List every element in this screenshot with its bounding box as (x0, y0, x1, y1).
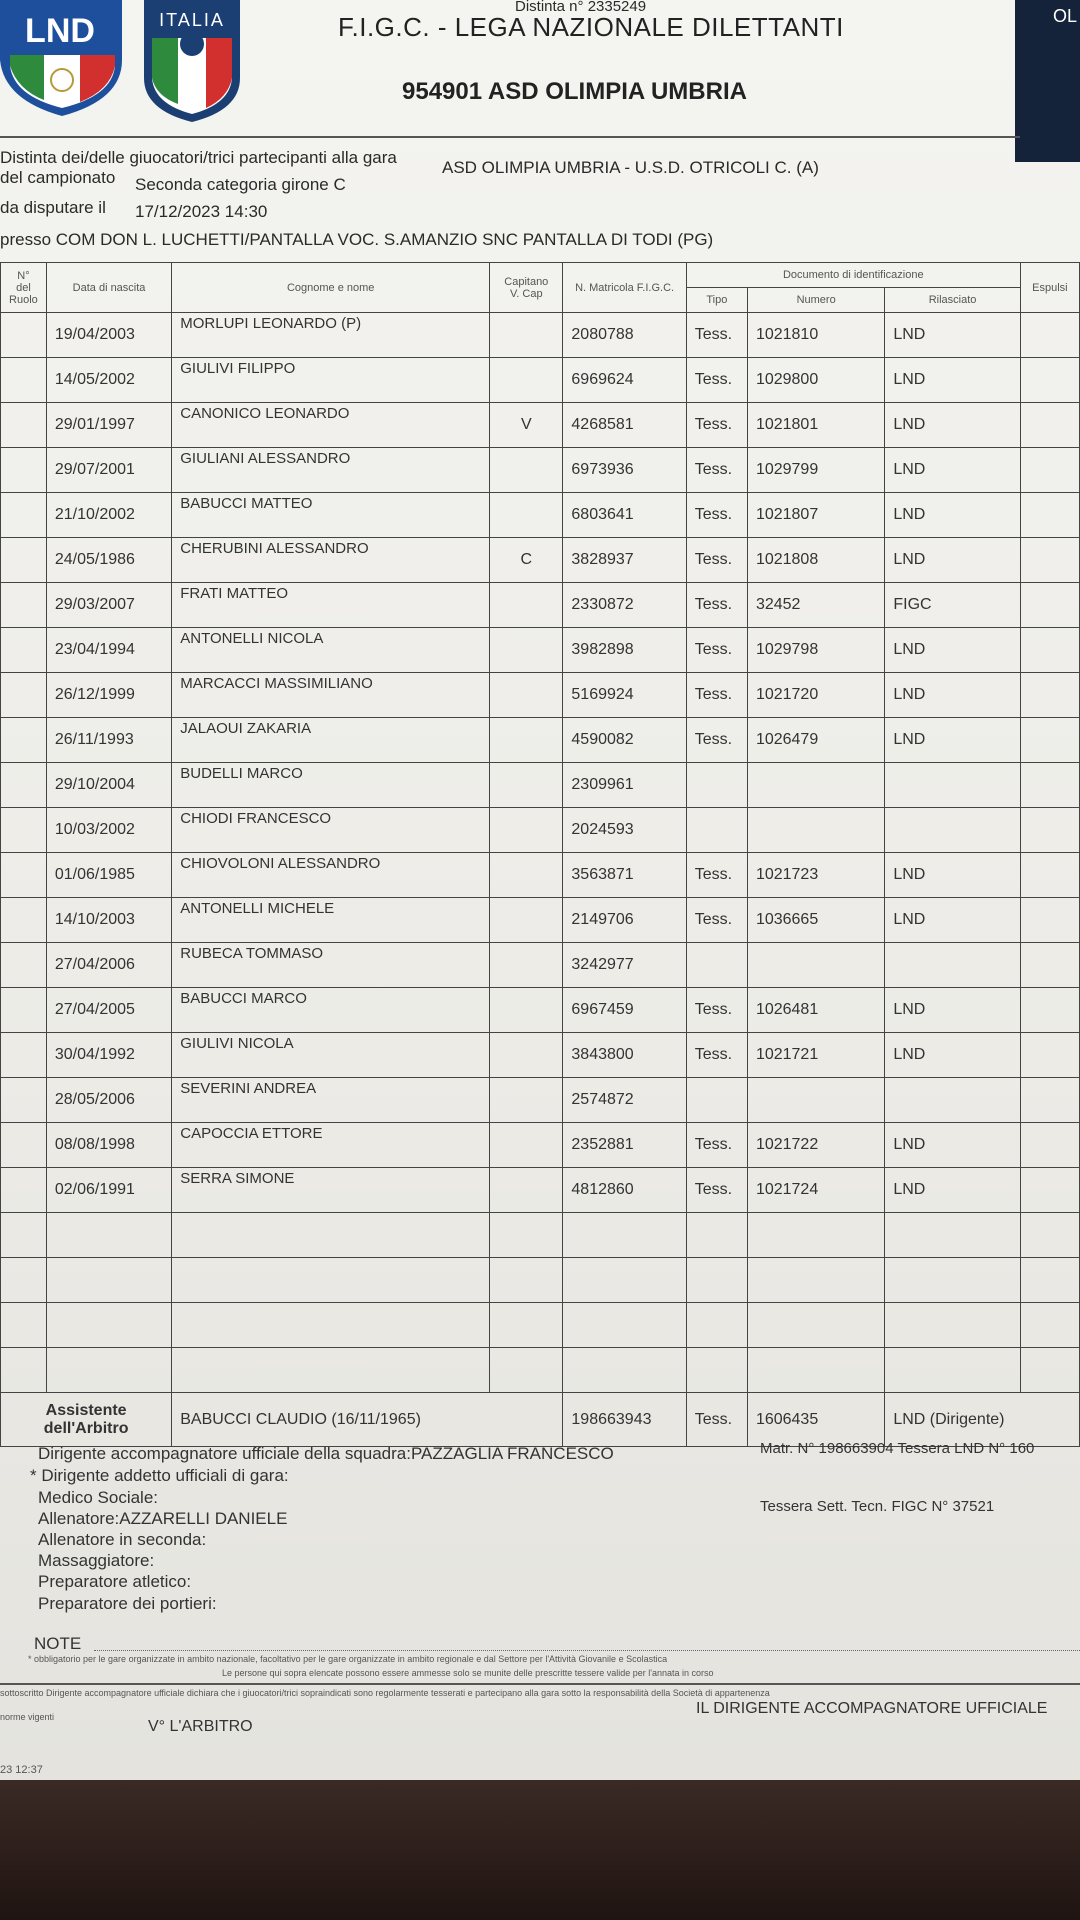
note-label: NOTE (34, 1634, 82, 1653)
footer-divider (0, 1683, 1080, 1685)
nome-cell: GIULIVI NICOLA (172, 1033, 490, 1078)
nome-cell: MORLUPI LEONARDO (P) (172, 313, 490, 358)
nascita-cell: 23/04/1994 (46, 628, 171, 673)
matricola-cell: 2330872 (563, 583, 686, 628)
preparatore-atletico: Preparatore atletico: (38, 1572, 192, 1591)
match-name: ASD OLIMPIA UMBRIA - U.S.D. OTRICOLI C. (A) (442, 158, 819, 177)
espulsi-cell (1020, 853, 1079, 898)
table-row (1, 628, 1080, 673)
rilasciato-cell: LND (885, 1123, 1020, 1168)
ruolo-cell (1, 313, 47, 358)
tipo-cell: Tess. (686, 988, 747, 1033)
capitano-cell (490, 808, 563, 853)
date-label: da disputare il (0, 198, 106, 217)
espulsi-cell (1020, 313, 1079, 358)
ruolo-cell (1, 1303, 47, 1348)
tipo-cell (686, 1258, 747, 1303)
rilasciato-cell: LND (885, 1168, 1020, 1213)
tipo-cell: Tess. (686, 1123, 747, 1168)
matricola-cell: 4812860 (563, 1168, 686, 1213)
espulsi-cell (1020, 493, 1079, 538)
ruolo-cell (1, 673, 47, 718)
nascita-cell: 28/05/2006 (46, 1078, 171, 1123)
espulsi-cell (1020, 1348, 1079, 1393)
nascita-cell: 29/07/2001 (46, 448, 171, 493)
venue: presso COM DON L. LUCHETTI/PANTALLA VOC. S.AMANZIO SNC PANTALLA DI TODI (PG) (0, 230, 714, 249)
header-capitano: Capitano V. Cap (490, 263, 563, 313)
capitano-cell (490, 583, 563, 628)
ruolo-cell (1, 583, 47, 628)
matricola-cell (563, 1213, 686, 1258)
nascita-cell: 30/04/1992 (46, 1033, 171, 1078)
assistente-row (1, 1393, 1080, 1447)
wooden-table-background (0, 1780, 1080, 1920)
header-documento: Documento di identificazione (686, 263, 1020, 288)
rilasciato-cell: LND (885, 628, 1020, 673)
espulsi-cell (1020, 1123, 1079, 1168)
tipo-cell: Tess. (686, 718, 747, 763)
table-row (1, 538, 1080, 583)
campionato-value: Seconda categoria girone C (135, 175, 346, 194)
tipo-cell (686, 763, 747, 808)
matricola-cell: 2309961 (563, 763, 686, 808)
assistente-label: Assistente dell'Arbitro (1, 1393, 172, 1447)
nascita-cell (46, 1303, 171, 1348)
capitano-cell (490, 313, 563, 358)
tipo-cell (686, 1078, 747, 1123)
nome-cell: SEVERINI ANDREA (172, 1078, 490, 1123)
table-row (1, 493, 1080, 538)
rilasciato-cell (885, 1348, 1020, 1393)
ruolo-cell (1, 988, 47, 1033)
table-row (1, 1258, 1080, 1303)
capitano-cell (490, 1258, 563, 1303)
tipo-cell (686, 1348, 747, 1393)
numero-cell: 1029800 (747, 358, 884, 403)
header-ruolo: N° del Ruolo (1, 263, 47, 313)
numero-cell: 1026479 (747, 718, 884, 763)
club-title: 954901 ASD OLIMPIA UMBRIA (402, 78, 747, 105)
nome-cell: FRATI MATTEO (172, 583, 490, 628)
tipo-cell: Tess. (686, 358, 747, 403)
espulsi-cell (1020, 988, 1079, 1033)
rilasciato-cell (885, 1078, 1020, 1123)
tipo-cell (686, 943, 747, 988)
table-row (1, 1213, 1080, 1258)
header-matricola: N. Matricola F.I.G.C. (563, 263, 686, 313)
numero-cell: 32452 (747, 583, 884, 628)
ruolo-cell (1, 718, 47, 763)
note-persone: Le persone qui sopra elencate possono essere ammesse solo se munite delle prescritte tessere valide per l'annata in corso (222, 1668, 714, 1678)
capitano-cell (490, 853, 563, 898)
numero-cell (747, 1303, 884, 1348)
capitano-cell (490, 898, 563, 943)
nome-cell: BUDELLI MARCO (172, 763, 490, 808)
rilasciato-cell: LND (885, 493, 1020, 538)
tipo-cell (686, 808, 747, 853)
lnd-logo (0, 0, 125, 118)
nascita-cell: 26/11/1993 (46, 718, 171, 763)
rilasciato-cell: LND (885, 718, 1020, 763)
ruolo-cell (1, 1078, 47, 1123)
nascita-cell: 01/06/1985 (46, 853, 171, 898)
tipo-cell: Tess. (686, 853, 747, 898)
ruolo-cell (1, 493, 47, 538)
matricola-cell: 3843800 (563, 1033, 686, 1078)
note-obbligatorio: * obbligatorio per le gare organizzate in ambito nazionale, facoltativo per le gare organizzate in ambito regionale e dal Settore per l'Attività Giovanile e Scolastica (28, 1654, 668, 1664)
note-dotted-line (94, 1650, 1080, 1651)
nome-cell: BABUCCI MATTEO (172, 493, 490, 538)
rilasciato-cell: LND (885, 1033, 1020, 1078)
assistente-tipo: Tess. (686, 1393, 747, 1447)
medico-sociale: Medico Sociale: (38, 1488, 159, 1507)
header-nascita: Data di nascita (46, 263, 171, 313)
espulsi-cell (1020, 1078, 1079, 1123)
olimpia-logo (1015, 0, 1080, 162)
espulsi-cell (1020, 358, 1079, 403)
dirigente-ufficiale-label: IL DIRIGENTE ACCOMPAGNATORE UFFICIALE (696, 1700, 1048, 1717)
espulsi-cell (1020, 628, 1079, 673)
header-divider (0, 136, 1020, 138)
federation-title: F.I.G.C. - LEGA NAZIONALE DILETTANTI (338, 12, 844, 42)
espulsi-cell (1020, 538, 1079, 583)
ruolo-cell (1, 1168, 47, 1213)
numero-cell (747, 1348, 884, 1393)
table-row (1, 313, 1080, 358)
ruolo-cell (1, 1213, 47, 1258)
capitano-cell (490, 1348, 563, 1393)
nome-cell: CHIOVOLONI ALESSANDRO (172, 853, 490, 898)
ruolo-cell (1, 898, 47, 943)
rilasciato-cell: LND (885, 358, 1020, 403)
rilasciato-cell (885, 943, 1020, 988)
rilasciato-cell: LND (885, 538, 1020, 583)
nome-cell: GIULIANI ALESSANDRO (172, 448, 490, 493)
espulsi-cell (1020, 943, 1079, 988)
espulsi-cell (1020, 1303, 1079, 1348)
ruolo-cell (1, 448, 47, 493)
numero-cell: 1021724 (747, 1168, 884, 1213)
arbitro-label: V° L'ARBITRO (148, 1718, 253, 1735)
matricola-cell: 4590082 (563, 718, 686, 763)
header-tipo: Tipo (686, 288, 747, 313)
nome-cell (172, 1348, 490, 1393)
tipo-cell (686, 1303, 747, 1348)
nome-cell: ANTONELLI MICHELE (172, 898, 490, 943)
ruolo-cell (1, 1033, 47, 1078)
matricola-cell: 3982898 (563, 628, 686, 673)
allenatore-seconda: Allenatore in seconda: (38, 1530, 207, 1549)
table-row (1, 1303, 1080, 1348)
ruolo-cell (1, 1348, 47, 1393)
tipo-cell: Tess. (686, 1033, 747, 1078)
capitano-cell: V (490, 403, 563, 448)
nome-cell: BABUCCI MARCO (172, 988, 490, 1033)
distinta-number: Distinta n° 2335249 (515, 0, 647, 15)
nascita-cell: 21/10/2002 (46, 493, 171, 538)
distinta-label: Distinta dei/delle giuocatori/trici partecipanti alla gara (0, 148, 397, 167)
dichiarazione: sottoscritto Dirigente accompagnatore ufficiale dichiara che i giuocatori/trici sopraindicati sono regolarmente tesserati e partecipano alla gara sotto la responsabilità della Società di appartenenza (0, 1688, 770, 1698)
nascita-cell: 24/05/1986 (46, 538, 171, 583)
ruolo-cell (1, 538, 47, 583)
numero-cell: 1021801 (747, 403, 884, 448)
tipo-cell: Tess. (686, 403, 747, 448)
numero-cell (747, 1258, 884, 1303)
nome-cell (172, 1303, 490, 1348)
capitano-cell (490, 988, 563, 1033)
nome-cell: MARCACCI MASSIMILIANO (172, 673, 490, 718)
rilasciato-cell (885, 1213, 1020, 1258)
tipo-cell (686, 1213, 747, 1258)
tessera-tecnica: Tessera Sett. Tecn. FIGC N° 37521 (760, 1498, 995, 1515)
capitano-cell (490, 673, 563, 718)
nome-cell: CHERUBINI ALESSANDRO (172, 538, 490, 583)
matricola-cell: 3563871 (563, 853, 686, 898)
ruolo-cell (1, 808, 47, 853)
assistente-matricola: 198663943 (563, 1393, 686, 1447)
rilasciato-cell (885, 808, 1020, 853)
assistente-nome: BABUCCI CLAUDIO (16/11/1965) (172, 1393, 563, 1447)
rilasciato-cell: FIGC (885, 583, 1020, 628)
nascita-cell: 14/05/2002 (46, 358, 171, 403)
espulsi-cell (1020, 673, 1079, 718)
ruolo-cell (1, 1123, 47, 1168)
espulsi-cell (1020, 1258, 1079, 1303)
table-row (1, 718, 1080, 763)
nascita-cell: 29/10/2004 (46, 763, 171, 808)
nascita-cell: 08/08/1998 (46, 1123, 171, 1168)
nascita-cell (46, 1258, 171, 1303)
nascita-cell: 10/03/2002 (46, 808, 171, 853)
nascita-cell: 26/12/1999 (46, 673, 171, 718)
table-row (1, 898, 1080, 943)
dirigente-accompagnatore: Dirigente accompagnatore ufficiale della squadra:PAZZAGLIA FRANCESCO (38, 1444, 614, 1463)
nome-cell: JALAOUI ZAKARIA (172, 718, 490, 763)
nascita-cell: 02/06/1991 (46, 1168, 171, 1213)
nascita-cell (46, 1348, 171, 1393)
capitano-cell (490, 1168, 563, 1213)
ruolo-cell (1, 943, 47, 988)
table-row (1, 1123, 1080, 1168)
nome-cell: RUBECA TOMMASO (172, 943, 490, 988)
table-row (1, 1078, 1080, 1123)
espulsi-cell (1020, 763, 1079, 808)
rilasciato-cell: LND (885, 673, 1020, 718)
tipo-cell: Tess. (686, 898, 747, 943)
capitano-cell: C (490, 538, 563, 583)
espulsi-cell (1020, 898, 1079, 943)
numero-cell: 1026481 (747, 988, 884, 1033)
rilasciato-cell (885, 763, 1020, 808)
numero-cell: 1021807 (747, 493, 884, 538)
table-row (1, 583, 1080, 628)
table-row (1, 358, 1080, 403)
numero-cell (747, 1078, 884, 1123)
ruolo-cell (1, 853, 47, 898)
header-espulsi: Espulsi (1020, 263, 1079, 313)
dirigente-matricola: Matr. N° 198663904 Tessera LND N° 160 (760, 1440, 1035, 1457)
capitano-cell (490, 493, 563, 538)
espulsi-cell (1020, 1168, 1079, 1213)
capitano-cell (490, 1123, 563, 1168)
nome-cell: CANONICO LEONARDO (172, 403, 490, 448)
matricola-cell (563, 1348, 686, 1393)
numero-cell (747, 808, 884, 853)
table-row (1, 988, 1080, 1033)
nascita-cell: 14/10/2003 (46, 898, 171, 943)
header-nome: Cognome e nome (172, 263, 490, 313)
numero-cell (747, 1213, 884, 1258)
rilasciato-cell: LND (885, 988, 1020, 1033)
ruolo-cell (1, 763, 47, 808)
capitano-cell (490, 628, 563, 673)
numero-cell (747, 943, 884, 988)
nascita-cell: 29/01/1997 (46, 403, 171, 448)
rilasciato-cell: LND (885, 898, 1020, 943)
capitano-cell (490, 943, 563, 988)
capitano-cell (490, 1033, 563, 1078)
assistente-rilasciato: LND (Dirigente) (885, 1393, 1080, 1447)
preparatore-portieri: Preparatore dei portieri: (38, 1594, 217, 1613)
massaggiatore: Massaggiatore: (38, 1551, 155, 1570)
nome-cell: SERRA SIMONE (172, 1168, 490, 1213)
olimpia-logo-text: OL (1053, 6, 1078, 26)
espulsi-cell (1020, 448, 1079, 493)
rilasciato-cell: LND (885, 448, 1020, 493)
nome-cell: CHIODI FRANCESCO (172, 808, 490, 853)
table-row (1, 853, 1080, 898)
numero-cell: 1021720 (747, 673, 884, 718)
capitano-cell (490, 448, 563, 493)
espulsi-cell (1020, 1213, 1079, 1258)
espulsi-cell (1020, 403, 1079, 448)
matricola-cell: 2574872 (563, 1078, 686, 1123)
nascita-cell: 27/04/2005 (46, 988, 171, 1033)
match-date: 17/12/2023 14:30 (135, 202, 268, 221)
capitano-cell (490, 358, 563, 403)
lnd-logo-text: LND (25, 12, 95, 50)
tipo-cell: Tess. (686, 538, 747, 583)
tipo-cell: Tess. (686, 673, 747, 718)
tipo-cell: Tess. (686, 628, 747, 673)
matricola-cell: 6973936 (563, 448, 686, 493)
rilasciato-cell: LND (885, 403, 1020, 448)
capitano-cell (490, 718, 563, 763)
nascita-cell: 27/04/2006 (46, 943, 171, 988)
assistente-numero: 1606435 (747, 1393, 884, 1447)
matricola-cell: 5169924 (563, 673, 686, 718)
italia-logo-text: ITALIA (159, 10, 225, 30)
norme-vigenti: norme vigenti (0, 1712, 55, 1722)
header-rilasciato: Rilasciato (885, 288, 1020, 313)
ruolo-cell (1, 403, 47, 448)
rilasciato-cell: LND (885, 853, 1020, 898)
capitano-cell (490, 1078, 563, 1123)
numero-cell: 1029799 (747, 448, 884, 493)
espulsi-cell (1020, 808, 1079, 853)
campionato-label: del campionato (0, 168, 116, 187)
table-row (1, 1033, 1080, 1078)
tipo-cell: Tess. (686, 313, 747, 358)
numero-cell (747, 763, 884, 808)
matricola-cell: 2080788 (563, 313, 686, 358)
matricola-cell (563, 1258, 686, 1303)
matricola-cell: 2352881 (563, 1123, 686, 1168)
espulsi-cell (1020, 583, 1079, 628)
capitano-cell (490, 1303, 563, 1348)
numero-cell: 1036665 (747, 898, 884, 943)
matricola-cell: 6803641 (563, 493, 686, 538)
espulsi-cell (1020, 1033, 1079, 1078)
table-row (1, 403, 1080, 448)
allenatore: Allenatore:AZZARELLI DANIELE (38, 1509, 288, 1528)
header-numero: Numero (747, 288, 884, 313)
numero-cell: 1021808 (747, 538, 884, 583)
espulsi-cell (1020, 718, 1079, 763)
table-row (1, 1348, 1080, 1393)
table-row (1, 1168, 1080, 1213)
numero-cell: 1021810 (747, 313, 884, 358)
capitano-cell (490, 763, 563, 808)
table-row (1, 808, 1080, 853)
rilasciato-cell: LND (885, 313, 1020, 358)
rilasciato-cell (885, 1303, 1020, 1348)
numero-cell: 1029798 (747, 628, 884, 673)
matricola-cell: 6967459 (563, 988, 686, 1033)
matricola-cell: 3828937 (563, 538, 686, 583)
matricola-cell: 3242977 (563, 943, 686, 988)
tipo-cell: Tess. (686, 493, 747, 538)
numero-cell: 1021723 (747, 853, 884, 898)
table-row (1, 448, 1080, 493)
nome-cell (172, 1213, 490, 1258)
nascita-cell (46, 1213, 171, 1258)
italia-logo (142, 0, 242, 125)
table-header-row (1, 263, 1080, 288)
ruolo-cell (1, 1258, 47, 1303)
numero-cell: 1021722 (747, 1123, 884, 1168)
ruolo-cell (1, 628, 47, 673)
nascita-cell: 19/04/2003 (46, 313, 171, 358)
rilasciato-cell (885, 1258, 1020, 1303)
table-row (1, 763, 1080, 808)
print-time: 23 12:37 (0, 1764, 43, 1776)
nome-cell: GIULIVI FILIPPO (172, 358, 490, 403)
matricola-cell: 4268581 (563, 403, 686, 448)
table-row (1, 943, 1080, 988)
tipo-cell: Tess. (686, 448, 747, 493)
matricola-cell (563, 1303, 686, 1348)
nome-cell (172, 1258, 490, 1303)
tipo-cell: Tess. (686, 583, 747, 628)
matricola-cell: 2149706 (563, 898, 686, 943)
numero-cell: 1021721 (747, 1033, 884, 1078)
nome-cell: CAPOCCIA ETTORE (172, 1123, 490, 1168)
capitano-cell (490, 1213, 563, 1258)
nascita-cell: 29/03/2007 (46, 583, 171, 628)
dirigente-addetto: * Dirigente addetto ufficiali di gara: (30, 1466, 289, 1485)
matricola-cell: 2024593 (563, 808, 686, 853)
matricola-cell: 6969624 (563, 358, 686, 403)
ruolo-cell (1, 358, 47, 403)
nome-cell: ANTONELLI NICOLA (172, 628, 490, 673)
table-row (1, 673, 1080, 718)
tipo-cell: Tess. (686, 1168, 747, 1213)
players-table (0, 262, 1080, 1447)
